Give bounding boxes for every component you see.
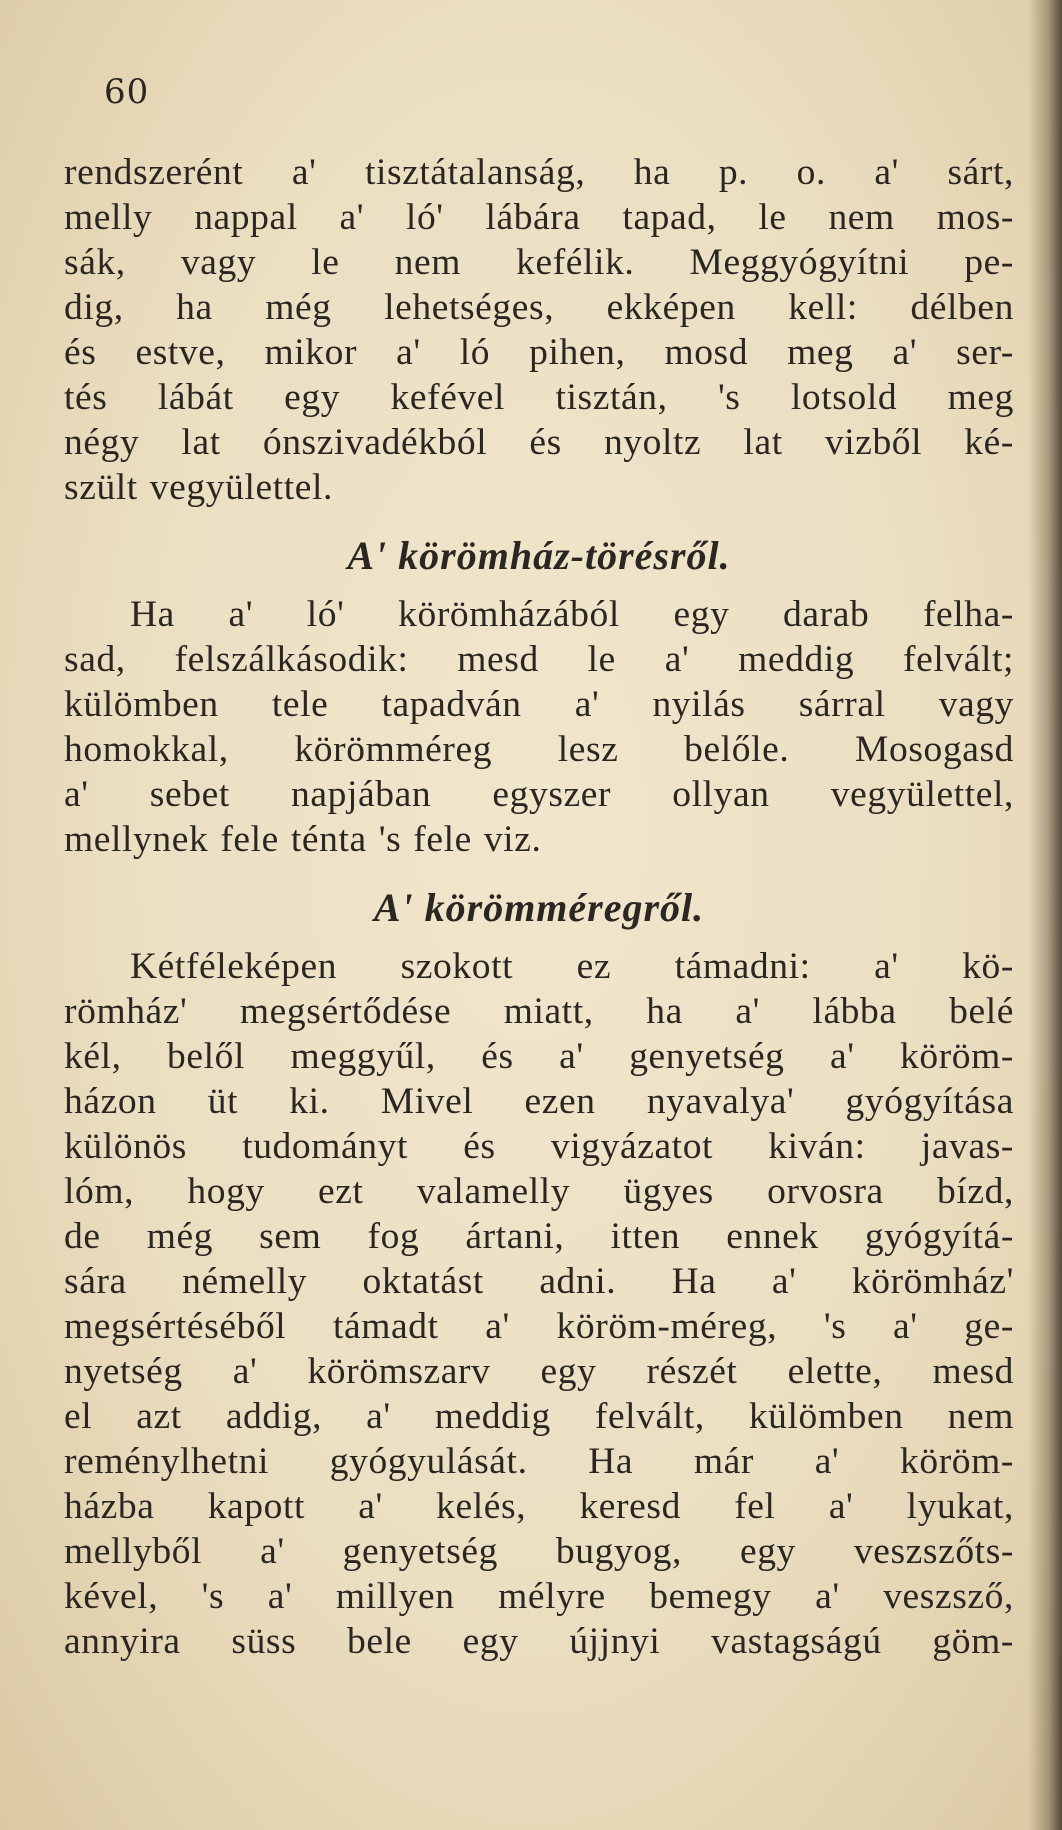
text-line: szült vegyülettel.: [64, 467, 333, 508]
page-number: 60: [104, 72, 150, 112]
text-line: házba kapott a' kelés, keresd fel a' lyukat,: [64, 1486, 1014, 1527]
text-line: mellynek fele ténta 's fele viz.: [64, 819, 542, 860]
text-line: homokkal, körömméreg lesz belőle. Mosogasd: [64, 729, 1014, 770]
text-line: annyira süss bele egy újjnyi vastagságú göm-: [64, 1621, 1014, 1662]
text-line: külömben tele tapadván a' nyilás sárral vagy: [64, 684, 1014, 725]
paragraph-3: [64, 944, 1014, 1664]
text-line: a' sebet napjában egyszer ollyan vegyülettel,: [64, 774, 1014, 815]
section-heading-hoof-crack: A' körömház-törésről.: [347, 533, 731, 578]
text-line: mellyből a' genyetség bugyog, egy veszszőts-: [64, 1531, 1014, 1572]
text-line: és estve, mikor a' ló pihen, mosd meg a' ser-: [64, 332, 1014, 373]
text-line: el azt addig, a' meddig felvált, külömben nem: [64, 1396, 1014, 1437]
text-line: négy lat ónszivadékból és nyoltz lat vizből ké-: [64, 422, 1014, 463]
page-edge-shadow: [1028, 0, 1062, 1830]
text-line: kél, belől meggyűl, és a' genyetség a' köröm-: [64, 1036, 1014, 1077]
body-text: [64, 150, 1014, 1664]
text-line: házon üt ki. Mivel ezen nyavalya' gyógyítása: [64, 1081, 1014, 1122]
text-line: reménylhetni gyógyulását. Ha már a' köröm-: [64, 1441, 1014, 1482]
text-line: melly nappal a' ló' lábára tapad, le nem mos-: [64, 197, 1014, 238]
text-line: különös tudományt és vigyázatot kiván: javas-: [64, 1126, 1014, 1167]
text-line: Ha a' ló' körömházából egy darab felha-: [130, 594, 1014, 635]
text-line: megsértéséből támadt a' köröm-méreg, 's a' ge-: [64, 1306, 1014, 1347]
text-line: rendszerént a' tisztátalanság, ha p. o. a' sárt,: [64, 152, 1014, 193]
text-line: kével, 's a' millyen mélyre bemegy a' veszsző,: [64, 1576, 1014, 1617]
paragraph-1: [64, 150, 1014, 510]
paragraph-2: [64, 592, 1014, 862]
text-line: nyetség a' körömszarv egy részét elette, mesd: [64, 1351, 1014, 1392]
text-line: sára némelly oktatást adni. Ha a' körömház': [64, 1261, 1014, 1302]
text-line: sad, felszálkásodik: mesd le a' meddig felvált;: [64, 639, 1014, 680]
text-line: sák, vagy le nem kefélik. Meggyógyítni pe-: [64, 242, 1014, 283]
text-line: Kétféleképen szokott ez támadni: a' kö-: [130, 946, 1014, 987]
text-line: lóm, hogy ezt valamelly ügyes orvosra bízd,: [64, 1171, 1014, 1212]
text-line: de még sem fog ártani, itten ennek gyógyítá-: [64, 1216, 1014, 1257]
text-line: dig, ha még lehetséges, ekképen kell: délben: [64, 287, 1014, 328]
section-heading-hoof-poison: A' körömméregről.: [373, 885, 705, 930]
text-line: römház' megsértődése miatt, ha a' lábba belé: [64, 991, 1014, 1032]
text-line: tés lábát egy kefével tisztán, 's lotsold meg: [64, 377, 1014, 418]
